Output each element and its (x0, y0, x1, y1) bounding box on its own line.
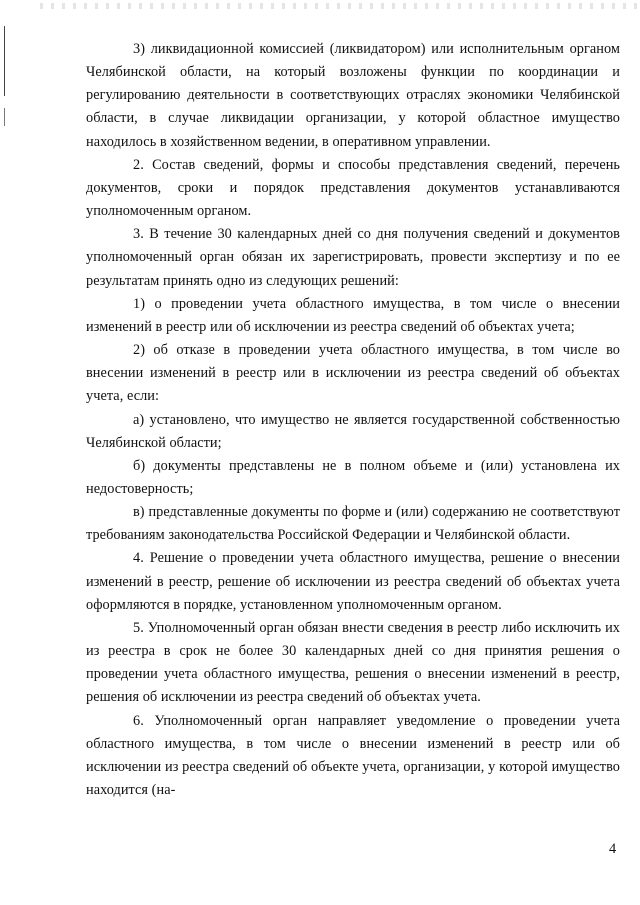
paragraph-6-notification: 6. Уполномоченный орган направляет уведомление о проведении учета областного имущества, в том числе о внесении изменений в реестр или об исключении из реестра сведений об объекте учета, организации, у которой имущество находится (на- (86, 712, 620, 798)
paragraph-5-registry-entry: 5. Уполномоченный орган обязан внести сведения в реестр либо исключить их из реестра в срок не более 30 календарных дней со дня принятия решения о проведении учета областного имущества, решения о внесении изменений в реестр, решения об исключении из реестра сведений об объектах учета. (86, 619, 620, 706)
scan-artifact-top (40, 3, 640, 9)
paragraph-3-2-a: а) установлено, что имущество не является государственной собственностью Челябинской области; (86, 411, 620, 451)
scan-artifact-left (4, 26, 5, 96)
paragraph-4-decision: 4. Решение о проведении учета областного имущества, решение о внесении изменений в реестр, решение об исключении из реестра сведений об объектах учета оформляются в порядке, установленном уполномоченным органом. (86, 550, 620, 613)
paragraph-3-1-conduct-accounting: 1) о проведении учета областного имущества, в том числе о внесении изменений в реестр или об исключении из реестра сведений об объектах учета; (86, 295, 620, 335)
paragraph-3-2-v: в) представленные документы по форме и (или) содержанию не соответствуют требованиям законодательства Российской Федерации и Челябинской области. (86, 504, 620, 544)
document-body (86, 38, 620, 802)
paragraph-3-2-b: б) документы представлены не в полном объеме и (или) установлена их недостоверность; (86, 457, 620, 497)
paragraph-2-composition: 2. Состав сведений, формы и способы представления сведений, перечень документов, сроки и порядок представления документов устанавливаются уполномоченным органом. (86, 156, 620, 220)
paragraph-liquidation-commission: 3) ликвидационной комиссией (ликвидатором) или исполнительным органом Челябинской области, на который возложены функции по координации и регулированию деятельности в соответствующих отраслях экономики Челябинской области, в случае ликвидации организации, у которой областное имущество находилось в хозяйственном ведении, в оперативном управлении. (86, 41, 620, 150)
paragraph-3-2-refusal: 2) об отказе в проведении учета областного имущества, в том числе во внесении изменений в реестр или в исключении из реестра сведений об объектах учета, если: (86, 342, 620, 405)
paragraph-3-within-30-days: 3. В течение 30 календарных дней со дня получения сведений и документов уполномоченный орган обязан их зарегистрировать, провести экспертизу и по ее результатам принять одно из следующих решений: (86, 226, 620, 289)
scan-artifact-left-small (4, 108, 5, 126)
page-number: 4 (609, 841, 617, 857)
